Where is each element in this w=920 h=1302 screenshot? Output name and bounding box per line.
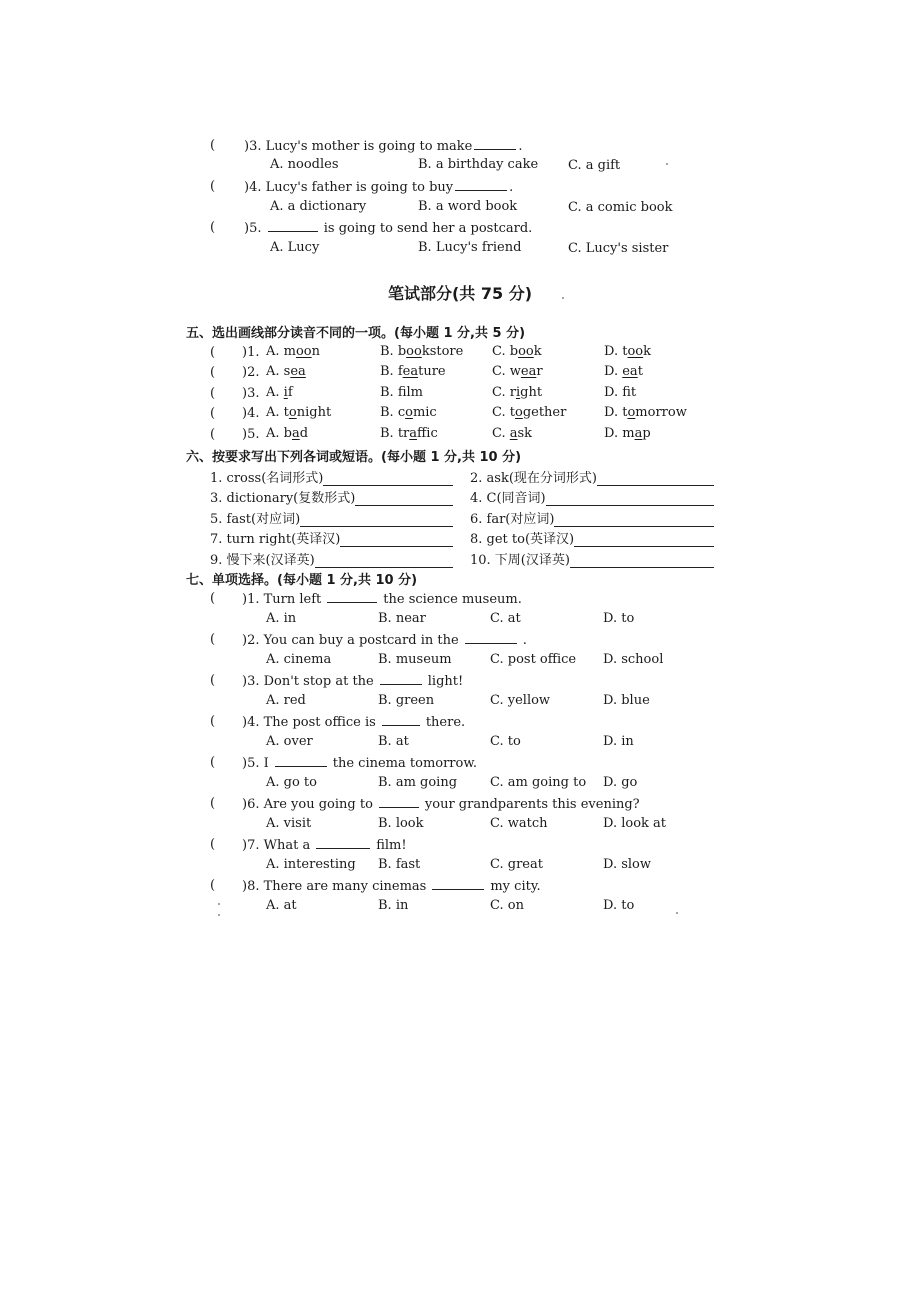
fill-blank[interactable] — [268, 219, 318, 232]
option-letter: B. — [380, 364, 398, 379]
option-c[interactable]: C. watch — [490, 816, 548, 831]
question-text: What a — [263, 838, 311, 853]
answer-line[interactable] — [597, 471, 714, 486]
option-word: traffic — [397, 426, 438, 441]
option-b[interactable]: B. green — [378, 693, 435, 708]
question-number: )2. — [242, 365, 260, 380]
fill-in-item — [470, 467, 714, 486]
question-text: Lucy's father is going to buy — [265, 180, 454, 195]
answer-paren[interactable]: ( — [210, 179, 216, 194]
fill-in-item — [210, 549, 453, 568]
option-d[interactable] — [604, 364, 643, 379]
option-d[interactable]: D. to — [603, 898, 635, 913]
option-a[interactable]: A. Lucy — [270, 240, 320, 255]
fill-blank[interactable] — [455, 178, 507, 191]
option-d[interactable]: D. blue — [603, 693, 650, 708]
option-a[interactable]: A. in — [266, 611, 297, 626]
option-a[interactable] — [266, 385, 293, 400]
option-c[interactable] — [492, 344, 542, 359]
answer-line[interactable] — [574, 532, 714, 547]
scan-speck — [676, 912, 678, 914]
option-c[interactable]: C. Lucy's sister — [568, 241, 669, 256]
option-a[interactable] — [266, 426, 308, 441]
question-text: . — [518, 139, 523, 154]
option-d[interactable] — [604, 405, 687, 420]
underlined-letters: a — [291, 426, 300, 441]
scan-speck — [218, 903, 220, 905]
option-a[interactable]: A. interesting — [266, 857, 356, 872]
question-text: there. — [425, 715, 466, 730]
fill-in-prompt: 2. ask(现在分词形式) — [470, 471, 597, 486]
underlined-letters: oo — [518, 344, 534, 359]
question-text: is going to send her a postcard. — [323, 221, 533, 236]
underlined-letters: i — [283, 385, 288, 400]
fill-blank[interactable] — [474, 137, 516, 150]
option-d[interactable]: D. school — [603, 652, 664, 667]
option-b[interactable]: B. Lucy's friend — [418, 240, 522, 255]
option-a[interactable]: A. visit — [266, 816, 312, 831]
question-text: the cinema tomorrow. — [332, 756, 478, 771]
question-text: You can buy a postcard in the — [263, 633, 459, 648]
underlined-letters: ea — [520, 364, 537, 379]
option-b[interactable]: B. in — [378, 898, 409, 913]
fill-in-item — [210, 528, 453, 547]
option-d[interactable]: D. to — [603, 611, 635, 626]
option-c[interactable]: C. am going to — [490, 775, 587, 790]
underlined-letters: ea — [290, 364, 306, 379]
underlined-letters: o — [627, 405, 636, 420]
question-number: )3. — [242, 386, 260, 401]
underlined-letters: a — [509, 426, 518, 441]
scan-speck — [666, 163, 668, 165]
option-b[interactable] — [380, 405, 437, 420]
question-text: Don't stop at the — [263, 674, 374, 689]
fill-blank[interactable] — [275, 754, 327, 767]
answer-line[interactable] — [570, 553, 714, 568]
fill-blank[interactable] — [432, 877, 484, 890]
answer-paren[interactable]: ( — [210, 632, 216, 647]
fill-in-item — [470, 549, 714, 568]
option-letter: A. — [266, 385, 284, 400]
option-word: sea — [283, 364, 306, 379]
fill-in-item — [210, 487, 453, 506]
question-text: Lucy's mother is going to make — [265, 139, 473, 154]
option-letter: B. — [380, 344, 398, 359]
option-a[interactable]: A. red — [266, 693, 306, 708]
option-letter: D. — [604, 405, 623, 420]
option-b[interactable] — [380, 344, 463, 359]
option-word: tomorrow — [622, 405, 687, 420]
question-row — [210, 137, 215, 155]
option-c[interactable]: C. yellow — [490, 693, 551, 708]
option-d[interactable]: D. slow — [603, 857, 652, 872]
option-c[interactable] — [492, 385, 542, 400]
option-word: book — [509, 344, 542, 359]
option-letter: C. — [492, 364, 510, 379]
section-five-title: 五、选出画线部分读音不同的一项。(每小题 1 分,共 5 分) — [186, 326, 526, 341]
fill-blank[interactable] — [379, 795, 419, 808]
question-number: )5. — [242, 427, 260, 442]
fill-blank[interactable] — [327, 590, 377, 603]
option-letter: C. — [492, 426, 510, 441]
option-d[interactable]: D. look at — [603, 816, 667, 831]
option-word: tonight — [283, 405, 332, 420]
question-row — [210, 219, 215, 237]
question-number: )4. — [242, 406, 260, 421]
option-letter: C. — [492, 405, 510, 420]
option-a[interactable]: A. over — [266, 734, 313, 749]
question-text: There are many cinemas — [263, 879, 427, 894]
question-stem — [244, 178, 513, 196]
option-a[interactable]: A. go to — [266, 775, 317, 790]
option-c[interactable] — [492, 426, 532, 441]
fill-in-item — [470, 528, 714, 547]
option-word: together — [509, 405, 567, 420]
question-number: )8. — [242, 879, 264, 894]
answer-line[interactable] — [554, 512, 714, 527]
question-text: Turn left — [263, 592, 322, 607]
option-word: bookstore — [397, 344, 464, 359]
option-letter: A. — [266, 364, 284, 379]
fill-in-item — [210, 508, 453, 527]
question-row — [210, 178, 215, 196]
question-number: )3. — [242, 674, 264, 689]
answer-paren[interactable]: ( — [210, 796, 216, 811]
answer-paren[interactable]: ( — [210, 427, 216, 442]
question-stem — [242, 836, 407, 854]
option-letter: B. — [380, 385, 398, 400]
option-b[interactable]: B. am going — [378, 775, 458, 790]
fill-in-prompt: 5. fast(对应词) — [210, 512, 301, 527]
option-c[interactable] — [492, 364, 543, 379]
answer-paren[interactable]: ( — [210, 406, 216, 421]
option-d[interactable] — [604, 426, 651, 441]
answer-line[interactable] — [355, 491, 453, 506]
answer-line[interactable] — [300, 512, 453, 527]
scan-speck — [562, 297, 564, 299]
option-c[interactable]: C. a comic book — [568, 200, 673, 215]
answer-paren[interactable]: ( — [210, 714, 216, 729]
option-b[interactable]: B. at — [378, 734, 409, 749]
underlined-letters: ea — [402, 364, 419, 379]
question-text: light! — [427, 674, 464, 689]
question-number: )4. — [242, 715, 264, 730]
fill-blank[interactable] — [380, 672, 422, 685]
answer-paren[interactable]: ( — [210, 386, 216, 401]
fill-blank[interactable] — [316, 836, 370, 849]
option-a[interactable]: A. at — [266, 898, 297, 913]
option-a[interactable] — [266, 405, 331, 420]
question-number: )1. — [242, 592, 264, 607]
underlined-letters: a — [409, 426, 418, 441]
question-text: film! — [376, 838, 407, 853]
option-word: bad — [283, 426, 309, 441]
answer-line[interactable] — [323, 471, 453, 486]
fill-in-prompt: 1. cross(名词形式) — [210, 471, 324, 486]
option-word: ask — [509, 426, 533, 441]
question-stem — [242, 672, 463, 690]
option-word: took — [622, 344, 652, 359]
question-text: Are you going to — [263, 797, 373, 812]
option-d[interactable] — [604, 385, 636, 400]
question-number: )4. — [244, 180, 262, 195]
option-c[interactable]: C. a gift — [568, 158, 621, 173]
option-letter: A. — [266, 344, 284, 359]
fill-in-item — [470, 487, 714, 506]
option-c[interactable]: C. to — [490, 734, 521, 749]
scan-speck — [218, 914, 220, 916]
question-text: the science museum. — [383, 592, 522, 607]
question-text: my city. — [490, 879, 541, 894]
answer-paren[interactable]: ( — [210, 878, 216, 893]
answer-paren[interactable]: ( — [210, 138, 216, 153]
answer-line[interactable] — [315, 553, 453, 568]
answer-paren[interactable]: ( — [210, 591, 216, 606]
question-text: I — [263, 756, 269, 771]
underlined-letters: o — [514, 405, 523, 420]
option-a[interactable]: A. noodles — [270, 157, 339, 172]
fill-in-prompt: 4. C(同音词) — [470, 491, 546, 506]
option-letter: B. — [380, 405, 398, 420]
option-word: wear — [509, 364, 543, 379]
option-word: comic — [397, 405, 437, 420]
section-six-title: 六、按要求写出下列各词或短语。(每小题 1 分,共 10 分) — [186, 450, 522, 465]
answer-paren[interactable]: ( — [210, 755, 216, 770]
question-number: )5. — [242, 756, 264, 771]
option-word: flm — [397, 385, 423, 400]
written-part-title: 笔试部分(共 75 分) — [387, 284, 533, 303]
answer-line[interactable] — [340, 532, 453, 547]
option-b[interactable]: B. near — [378, 611, 426, 626]
option-d[interactable]: D. in — [603, 734, 634, 749]
option-a[interactable]: A. a dictionary — [270, 199, 367, 214]
option-b[interactable]: B. a word book — [418, 199, 518, 214]
option-d[interactable] — [604, 344, 651, 359]
option-letter: C. — [492, 344, 510, 359]
option-word: moon — [283, 344, 321, 359]
fill-in-prompt: 8. get to(英译汉) — [470, 532, 575, 547]
question-text: . — [509, 180, 514, 195]
option-letter: D. — [604, 364, 623, 379]
option-b[interactable] — [380, 364, 446, 379]
underlined-letters: oo — [406, 344, 422, 359]
fill-in-prompt: 3. dictionary(复数形式) — [210, 491, 356, 506]
option-c[interactable]: C. post office — [490, 652, 577, 667]
answer-paren[interactable]: ( — [210, 220, 216, 235]
option-word: if — [283, 385, 293, 400]
option-word: feature — [397, 364, 446, 379]
question-number: )6. — [242, 797, 264, 812]
question-text: The post office is — [263, 715, 376, 730]
option-b[interactable] — [380, 426, 438, 441]
question-stem — [242, 631, 527, 649]
question-stem — [242, 795, 640, 813]
option-d[interactable]: D. go — [603, 775, 638, 790]
answer-paren[interactable]: ( — [210, 345, 216, 360]
question-number: )2. — [242, 633, 264, 648]
question-text: your grandparents this evening? — [424, 797, 640, 812]
answer-paren[interactable]: ( — [210, 365, 216, 380]
option-letter: B. — [380, 426, 398, 441]
option-letter: C. — [492, 385, 510, 400]
underlined-letters: o — [405, 405, 413, 420]
option-a[interactable] — [266, 344, 320, 359]
fill-in-prompt: 9. 慢下来(汉译英) — [210, 553, 315, 568]
option-a[interactable]: A. cinema — [266, 652, 332, 667]
option-c[interactable]: C. great — [490, 857, 543, 872]
question-stem — [242, 590, 522, 608]
underlined-letters: o — [288, 405, 297, 420]
option-word: ft — [622, 385, 637, 400]
option-c[interactable]: C. at — [490, 611, 521, 626]
underlined-letters: a — [634, 426, 643, 441]
underlined-letters: oo — [627, 344, 644, 359]
question-stem — [242, 713, 465, 731]
question-number: )7. — [242, 838, 264, 853]
question-number: )1. — [242, 345, 260, 360]
question-text: . — [522, 633, 527, 648]
answer-line[interactable] — [546, 491, 714, 506]
fill-in-prompt: 10. 下周(汉译英) — [470, 553, 570, 568]
question-number: )3. — [244, 139, 262, 154]
underlined-letters: i — [515, 385, 521, 400]
option-word: map — [622, 426, 651, 441]
fill-in-prompt: 7. turn right(英译汉) — [210, 532, 341, 547]
option-b[interactable]: B. a birthday cake — [418, 157, 539, 172]
question-number: )5. — [244, 221, 262, 236]
option-b[interactable] — [380, 385, 423, 400]
underlined-letters: ea — [622, 364, 638, 379]
option-a[interactable] — [266, 364, 306, 379]
option-word: eat — [622, 364, 643, 379]
question-stem — [244, 137, 523, 155]
option-letter: D. — [604, 426, 623, 441]
underlined-letters: oo — [295, 344, 312, 359]
fill-blank[interactable] — [465, 631, 517, 644]
answer-paren[interactable]: ( — [210, 673, 216, 688]
section-seven-title: 七、单项选择。(每小题 1 分,共 10 分) — [186, 573, 418, 588]
fill-in-item — [470, 508, 714, 527]
option-letter: D. — [604, 344, 623, 359]
option-b[interactable]: B. fast — [378, 857, 421, 872]
option-c[interactable]: C. on — [490, 898, 524, 913]
option-letter: D. — [604, 385, 623, 400]
answer-paren[interactable]: ( — [210, 837, 216, 852]
question-stem — [242, 877, 541, 895]
fill-blank[interactable] — [382, 713, 420, 726]
option-word: right — [509, 385, 543, 400]
option-letter: A. — [266, 426, 284, 441]
question-stem — [242, 754, 477, 772]
option-letter: A. — [266, 405, 284, 420]
option-b[interactable]: B. look — [378, 816, 424, 831]
fill-in-item — [210, 467, 453, 486]
fill-in-prompt: 6. far(对应词) — [470, 512, 555, 527]
question-stem — [244, 219, 532, 237]
option-c[interactable] — [492, 405, 566, 420]
option-b[interactable]: B. museum — [378, 652, 452, 667]
